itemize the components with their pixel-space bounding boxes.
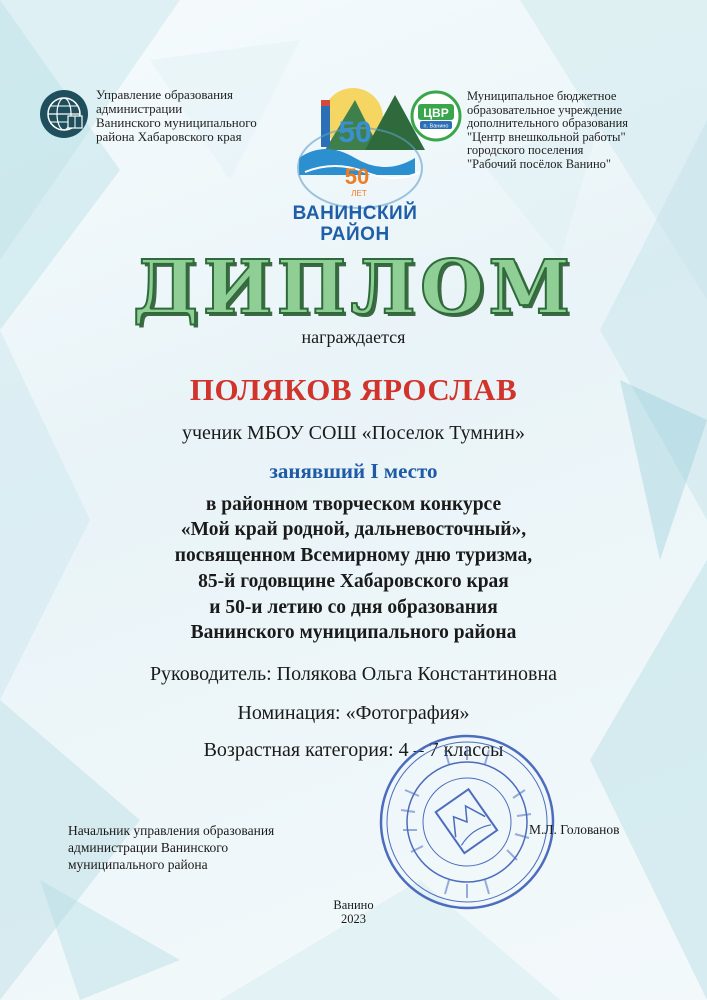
contest-line: посвященном Всемирному дню туризма, [174,545,533,566]
contest-line: и 50-и летию со дня образования [209,597,498,618]
right-org-line: дополнительного образования [467,116,629,130]
signatory-name: М.Л. Голованов [529,822,620,837]
jubilee-years: ЛЕТ [351,189,367,198]
right-org-line: городского поселения [467,143,584,157]
left-org-line: района Хабаровского края [96,129,242,144]
left-org-line: Управление образования [96,87,234,102]
signatory-position-line: администрации Ванинского [68,840,229,855]
jubilee-number-secondary: 50 [344,164,370,189]
cvr-logo-subtext: п. Ванино [423,123,449,130]
right-organization [467,90,682,171]
district-name-line2: РАЙОН [320,224,390,245]
contest-line: Ванинского муниципального района [190,622,517,643]
left-organization [96,88,316,144]
signatory-position-line: Начальник управления образования [68,823,275,838]
recipient-description: ученик МБОУ СОШ «Поселок Тумнин» [182,422,525,444]
right-org-line: "Рабочий посёлок Ванино" [467,156,612,171]
awarded-label: награждается [301,327,406,347]
cvr-logo-text: ЦВР [423,106,449,120]
signatory-position [68,822,338,873]
contest-line: «Мой край родной, дальневосточный», [180,519,527,540]
right-org-line: Муниципальное бюджетное [467,89,617,103]
recipient-name: ПОЛЯКОВ ЯРОСЛАВ [189,372,518,407]
left-org-line: Ванинского муниципального [96,115,257,130]
footer-year: 2023 [341,912,366,926]
right-org-line: образовательное учреждение [467,102,623,117]
district-name-line1: ВАНИНСКИЙ [292,203,418,224]
age-category-line: Возрастная категория: 4 – 7 классы [203,739,504,761]
signatory-position-line: муниципального района [68,857,208,872]
nomination-line: Номинация: «Фотография» [237,702,470,724]
footer-city: Ванино [333,898,374,912]
contest-line: 85-й годовщине Хабаровского края [198,571,509,592]
supervisor-line: Руководитель: Полякова Ольга Константиновна [149,663,558,685]
right-org-line: "Центр внешкольной работы" [467,129,626,144]
contest-line: в районном творческом конкурсе [205,494,502,515]
left-org-line: администрации [96,101,183,116]
cvr-logo-icon [410,90,462,142]
jubilee-number: 50 [338,116,372,149]
globe-book-icon [38,88,90,140]
place-awarded: занявший I место [269,459,438,483]
diploma-title: ДИПЛОМ [132,245,575,331]
